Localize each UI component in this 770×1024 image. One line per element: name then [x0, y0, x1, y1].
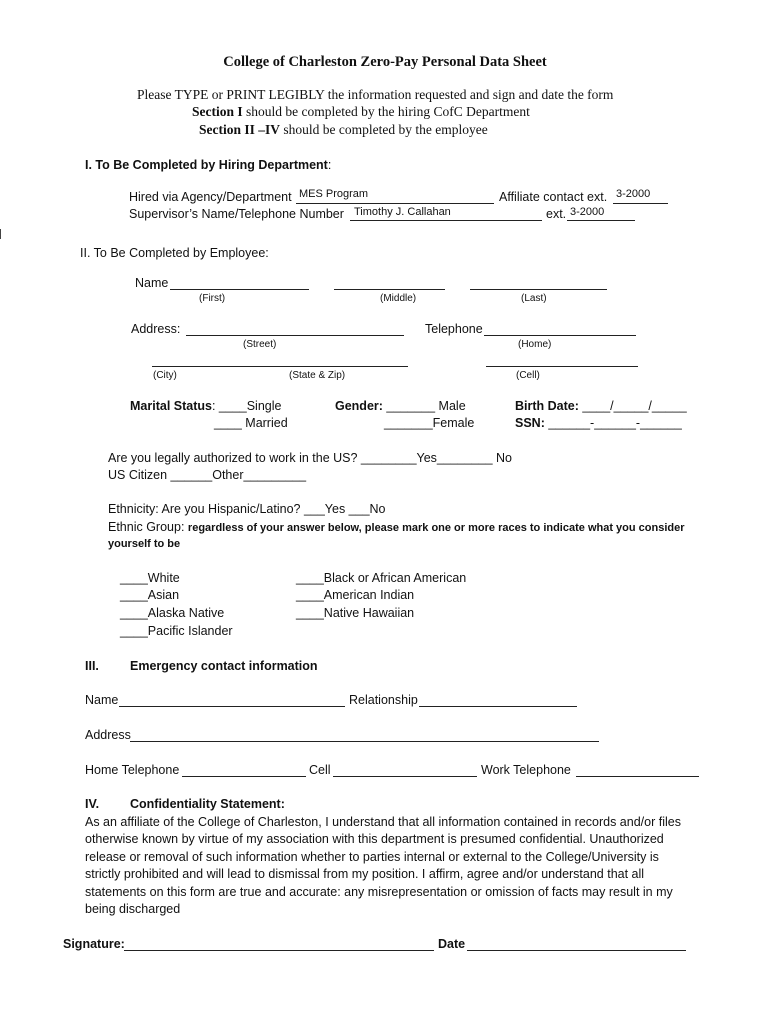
race-pacific-islander[interactable]: ____Pacific Islander: [120, 624, 233, 638]
ethnicity-question[interactable]: Ethnicity: Are you Hispanic/Latino? ___Yes ___No: [108, 502, 386, 516]
section4-numeral: IV.: [85, 797, 100, 811]
relationship-label: Relationship: [349, 693, 418, 707]
middle-name-field[interactable]: [334, 289, 445, 290]
confidentiality-line: otherwise known by virtue of my association with this department is presumed confidential. Unauthorized: [85, 832, 664, 846]
section1-note: Section I should be completed by the hiring CofC Department: [192, 104, 530, 119]
page-edge-mark: [0, 229, 1, 239]
supervisor-ext-value: 3-2000: [570, 206, 605, 218]
cell-caption: (Cell): [516, 370, 540, 381]
confidentiality-line: release or removal of such information whether to parties internal or external to the College/University is: [85, 850, 659, 864]
supervisor-field[interactable]: [350, 220, 542, 221]
home-caption: (Home): [518, 339, 552, 350]
home-telephone-field[interactable]: [182, 776, 306, 777]
hired-via-value: MES Program: [299, 188, 369, 200]
race-white[interactable]: ____White: [120, 571, 180, 585]
signature-field[interactable]: [124, 950, 434, 951]
city-state-zip-field[interactable]: [152, 366, 408, 367]
last-name-field[interactable]: [470, 289, 607, 290]
race-american-indian[interactable]: ____American Indian: [296, 588, 415, 602]
section2-heading: II. To Be Completed by Employee:: [80, 246, 269, 260]
citizenship-line[interactable]: US Citizen ______Other_________: [108, 468, 307, 482]
confidentiality-line: being discharged: [85, 902, 181, 916]
ethnic-group-note-cont: yourself to be: [108, 538, 181, 550]
marital-status-married[interactable]: ____ Married: [214, 416, 288, 430]
first-caption: (First): [199, 293, 226, 304]
middle-caption: (Middle): [380, 293, 417, 304]
supervisor-ext-field[interactable]: [567, 220, 635, 221]
confidentiality-line: As an affiliate of the College of Charleston, I understand that all information contained in records and/or files: [85, 815, 681, 829]
work-telephone-label: Work Telephone: [481, 763, 571, 777]
supervisor-label: Supervisor’s Name/Telephone Number: [129, 207, 344, 221]
gender-female[interactable]: _______Female: [384, 416, 475, 430]
race-black[interactable]: ____Black or African American: [296, 571, 467, 585]
date-label: Date: [438, 937, 466, 951]
cell-phone-field[interactable]: [486, 366, 638, 367]
affiliate-ext-field[interactable]: [613, 203, 668, 204]
supervisor-ext-label: ext.: [546, 207, 567, 221]
race-asian[interactable]: ____Asian: [120, 588, 180, 602]
telephone-label: Telephone: [425, 322, 483, 336]
section3-heading: Emergency contact information: [130, 659, 318, 673]
address-label: Address:: [131, 322, 181, 336]
confidentiality-line: strictly prohibited and will lead to dismissal from my position. I affirm, agree and/or understand that all: [85, 867, 645, 881]
section4-heading: Confidentiality Statement:: [130, 797, 285, 811]
relationship-field[interactable]: [419, 706, 577, 707]
name-label: Name: [135, 276, 169, 290]
section2-note: Section II –IV should be completed by the employee: [199, 122, 488, 137]
signature-label: Signature:: [63, 937, 125, 951]
work-authorization-question[interactable]: Are you legally authorized to work in the US? ________Yes________ No: [108, 451, 512, 465]
ssn-field[interactable]: SSN: ______-______-______: [515, 416, 682, 430]
street-caption: (Street): [243, 339, 277, 350]
home-telephone-label: Home Telephone: [85, 763, 180, 777]
last-caption: (Last): [521, 293, 547, 304]
race-alaska-native[interactable]: ____Alaska Native: [120, 606, 225, 620]
emergency-name-field[interactable]: [119, 706, 345, 707]
race-native-hawaiian[interactable]: ____Native Hawaiian: [296, 606, 415, 620]
ethnic-group-line: Ethnic Group: regardless of your answer below, please mark one or more races to indicate what you consider: [108, 520, 685, 534]
home-phone-field[interactable]: [484, 335, 636, 336]
hired-via-field[interactable]: [296, 203, 494, 204]
supervisor-value: Timothy J. Callahan: [354, 206, 451, 218]
birth-date-field[interactable]: Birth Date: ____/_____/_____: [515, 399, 687, 413]
date-field[interactable]: [467, 950, 686, 951]
marital-status-single[interactable]: Marital Status: ____Single: [130, 399, 282, 413]
street-field[interactable]: [186, 335, 404, 336]
work-telephone-field[interactable]: [576, 776, 699, 777]
gender-male[interactable]: Gender: _______ Male: [335, 399, 466, 413]
state-zip-caption: (State & Zip): [289, 370, 346, 381]
emergency-name-label: Name: [85, 693, 119, 707]
affiliate-ext-label: Affiliate contact ext.: [499, 190, 608, 204]
emergency-address-field[interactable]: [130, 741, 599, 742]
affiliate-ext-value: 3-2000: [616, 188, 651, 200]
instruction-text: Please TYPE or PRINT LEGIBLY the information requested and sign and date the form: [137, 87, 614, 102]
section1-heading: I. To Be Completed by Hiring Department:: [85, 158, 332, 172]
first-name-field[interactable]: [170, 289, 309, 290]
cell-label: Cell: [309, 763, 331, 777]
section3-numeral: III.: [85, 659, 99, 673]
city-caption: (City): [153, 370, 177, 381]
hired-via-label: Hired via Agency/Department: [129, 190, 292, 204]
page-title: College of Charleston Zero-Pay Personal Data Sheet: [223, 54, 547, 70]
confidentiality-line: statements on this form are true and accurate: any misrepresentation or omission of facts may result in my: [85, 885, 673, 899]
cell-field[interactable]: [333, 776, 477, 777]
emergency-address-label: Address: [85, 728, 131, 742]
